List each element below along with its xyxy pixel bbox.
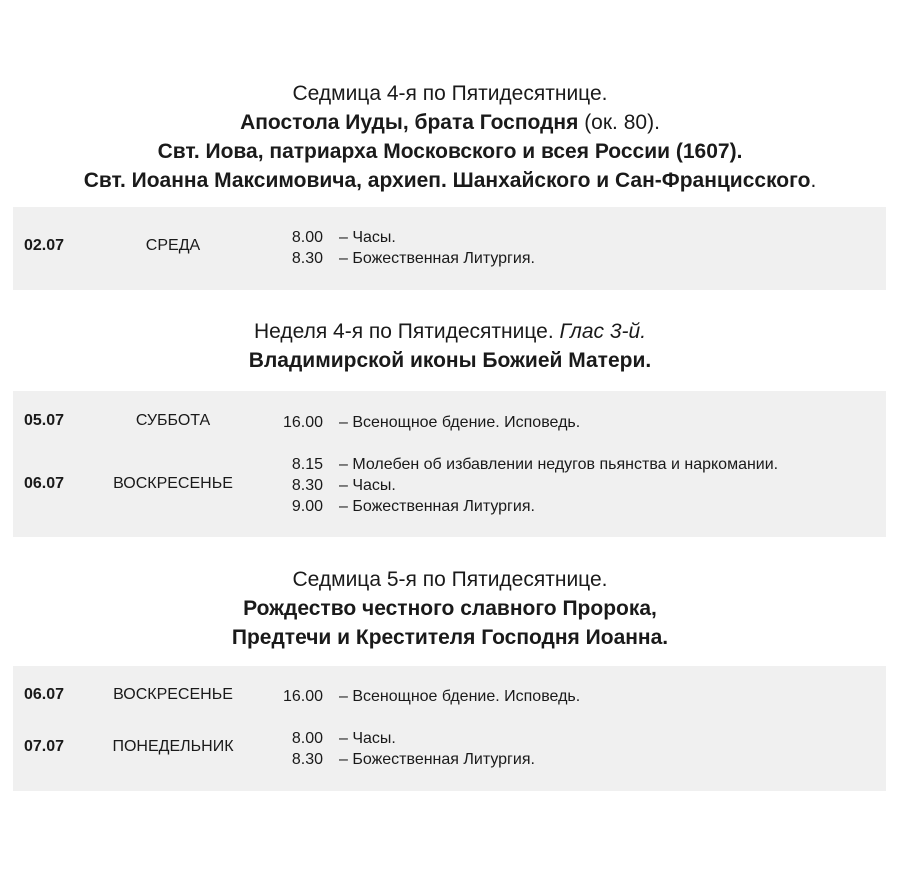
row-date: 07.07 <box>24 738 65 755</box>
service-name: – Молебен об избавлении недугов пьянства и наркомании. <box>339 456 779 473</box>
row-date: 05.07 <box>24 412 65 429</box>
row-date: 06.07 <box>24 475 65 492</box>
feast-title: Владимирской иконы Божией Матери. <box>248 349 652 372</box>
row-services <box>339 728 535 770</box>
service-time: 8.15 <box>291 456 323 473</box>
row-times <box>271 227 323 269</box>
feast-note: . <box>810 169 817 192</box>
section-2-heading <box>0 317 900 375</box>
row-day: ВОСКРЕСЕНЬЕ <box>113 475 233 492</box>
row-services <box>339 227 535 269</box>
schedule-box <box>13 666 886 791</box>
service-name: – Всенощное бдение. Исповедь. <box>339 688 581 705</box>
row-day: ПОНЕДЕЛЬНИК <box>112 738 234 755</box>
service-name: – Всенощное бдение. Исповедь. <box>339 414 581 431</box>
row-day: СРЕДА <box>145 237 201 254</box>
service-name: – Часы. <box>339 730 396 747</box>
heading-line <box>0 108 900 137</box>
service-name: – Божественная Литургия. <box>339 250 535 267</box>
heading-line: Седмица 4-я по Пятидесятнице. <box>292 82 608 105</box>
row-day: ВОСКРЕСЕНЬЕ <box>113 686 233 703</box>
schedule-box <box>13 207 886 290</box>
row-times <box>271 412 323 433</box>
feast-title: Апостола Иуды, брата Господня <box>240 111 579 134</box>
feast-title: Рождество честного славного Пророка, <box>243 597 657 620</box>
section-3-heading <box>0 565 900 652</box>
service-time: 8.00 <box>291 730 323 747</box>
feast-title: Предтечи и Крестителя Господня Иоанна. <box>231 626 669 649</box>
service-time: 8.00 <box>291 229 323 246</box>
service-time: 8.30 <box>291 751 323 768</box>
heading-line <box>0 166 900 195</box>
feast-title: Свт. Иова, патриарха Московского и всея России (1607). <box>157 140 743 163</box>
service-time: 8.30 <box>291 477 323 494</box>
row-date: 02.07 <box>24 237 65 254</box>
feast-title: Свт. Иоанна Максимовича, архиеп. Шанхайского и Сан-Францисского <box>83 169 811 192</box>
service-name: – Часы. <box>339 477 396 494</box>
row-services <box>339 454 778 517</box>
service-time: 9.00 <box>291 498 323 515</box>
service-name: – Божественная Литургия. <box>339 751 535 768</box>
row-times <box>271 686 323 707</box>
row-services <box>339 686 580 707</box>
service-name: – Часы. <box>339 229 396 246</box>
heading-line <box>0 317 900 346</box>
row-times <box>271 728 323 770</box>
service-time: 16.00 <box>282 414 323 431</box>
sunday-title: Неделя 4-я по Пятидесятнице. <box>253 320 560 343</box>
heading-line: Седмица 5-я по Пятидесятнице. <box>292 568 608 591</box>
row-date: 06.07 <box>24 686 65 703</box>
service-name: – Божественная Литургия. <box>339 498 535 515</box>
service-time: 16.00 <box>282 688 323 705</box>
row-times <box>271 454 323 517</box>
service-time: 8.30 <box>291 250 323 267</box>
row-day: СУББОТА <box>135 412 211 429</box>
row-services <box>339 412 580 433</box>
section-1-heading <box>0 79 900 195</box>
tone-note: Глас 3-й. <box>559 320 647 343</box>
schedule-box <box>13 391 886 537</box>
feast-note: (ок. 80). <box>578 111 660 134</box>
